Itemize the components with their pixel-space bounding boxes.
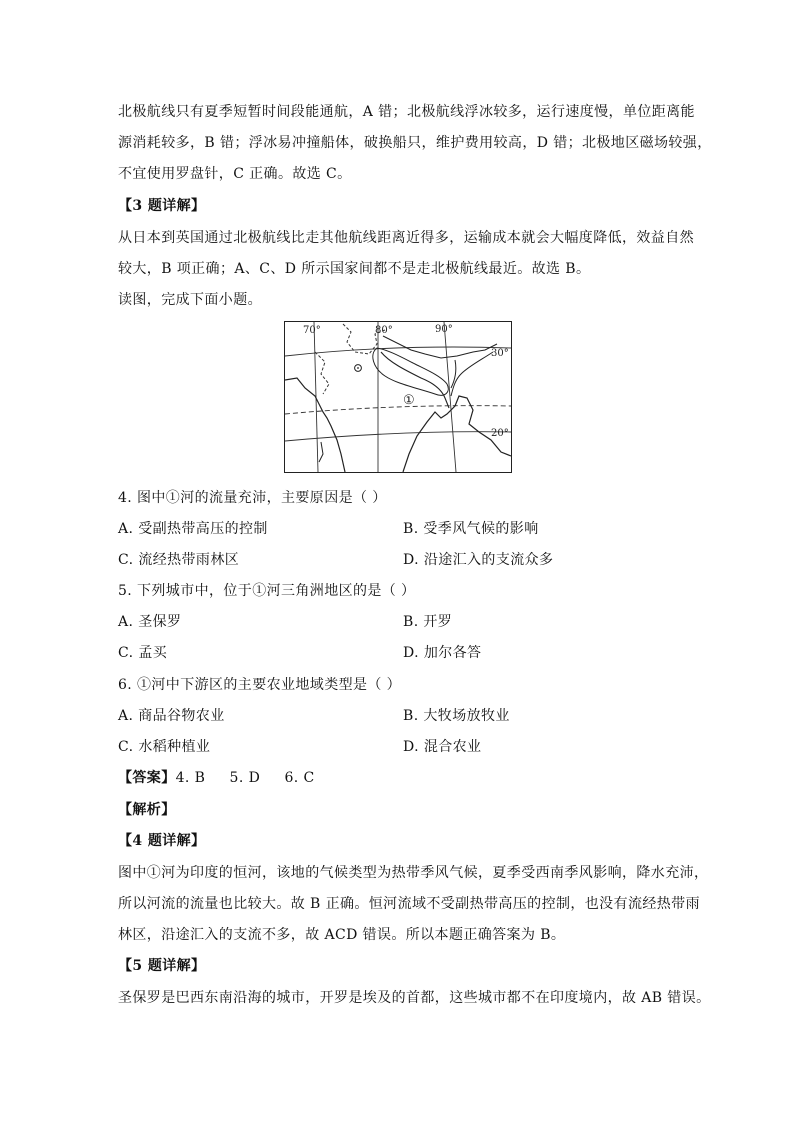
river-marker: ① xyxy=(403,393,415,408)
option-c: C. 流经热带雨林区 xyxy=(118,552,240,568)
option-c: C. 孟买 xyxy=(118,645,168,661)
body-text-line: 所以河流的流量也比较大。故 B 正确。恒河流域不受副热带高压的控制，也没有流经热带雨 xyxy=(118,896,700,912)
body-text-line: 源消耗较多，B 错；浮冰易冲撞船体，破换船只，维护费用较高，D 错；北极地区磁场较强， xyxy=(118,135,712,151)
option-d: D. 混合农业 xyxy=(403,739,482,755)
option-c: C. 水稻种植业 xyxy=(118,739,211,755)
body-text-line: 圣保罗是巴西东南沿海的城市，开罗是埃及的首都，这些城市都不在印度境内，故 AB 错误。 xyxy=(118,990,711,1006)
option-a: A. 商品谷物农业 xyxy=(118,708,225,724)
answer-line xyxy=(118,768,315,788)
option-b: B. 开罗 xyxy=(403,614,453,630)
answer-label: 【答案】 xyxy=(118,770,176,786)
body-text-line: 北极航线只有夏季短暂时间段能通航，A 错；北极航线浮冰较多，运行速度慢，单位距离能 xyxy=(118,104,695,120)
body-text-line: 图中①河为印度的恒河，该地的气候类型为热带季风气候，夏季受西南季风影响，降水充沛， xyxy=(118,865,709,881)
longitude-label: 70° xyxy=(303,325,321,336)
body-text-line: 不宜使用罗盘针，C 正确。故选 C。 xyxy=(118,166,352,182)
longitude-label: 80° xyxy=(375,325,393,336)
latitude-label: 20° xyxy=(491,428,509,439)
latitude-label: 30° xyxy=(491,348,509,359)
section-header-q4: 【4 题详解】 xyxy=(118,833,206,849)
south-asia-map xyxy=(284,321,512,473)
option-b: B. 受季风气候的影响 xyxy=(403,521,539,537)
question-stem: 5. 下列城市中，位于①河三角洲地区的是（ ） xyxy=(118,583,416,599)
body-text-line: 从日本到英国通过北极航线比走其他航线距离近得多，运输成本就会大幅度降低，效益自然 xyxy=(118,230,694,246)
longitude-label: 90° xyxy=(435,324,453,335)
option-a: A. 圣保罗 xyxy=(118,614,182,630)
analysis-label: 【解析】 xyxy=(118,802,176,818)
option-d: D. 沿途汇入的支流众多 xyxy=(403,552,554,568)
option-d: D. 加尔各答 xyxy=(403,645,482,661)
option-b: B. 大牧场放牧业 xyxy=(403,708,510,724)
option-a: A. 受副热带高压的控制 xyxy=(118,521,268,537)
answer-values: 4. B 5. D 6. C xyxy=(175,770,315,786)
body-text-line: 林区，沿途汇入的支流不多，故 ACD 错误。所以本题正确答案为 B。 xyxy=(118,927,566,943)
section-header-q5: 【5 题详解】 xyxy=(118,958,206,974)
question-stem: 6. ①河中下游区的主要农业地域类型是（ ） xyxy=(118,677,402,693)
map-drawing xyxy=(285,322,511,472)
section-header-q3: 【3 题详解】 xyxy=(118,198,206,214)
question-stem: 4. 图中①河的流量充沛，主要原因是（ ） xyxy=(118,490,387,506)
body-text-line: 较大，B 项正确；A、C、D 所示国家间都不是走北极航线最近。故选 B。 xyxy=(118,261,591,277)
read-instruction: 读图，完成下面小题。 xyxy=(118,292,262,308)
